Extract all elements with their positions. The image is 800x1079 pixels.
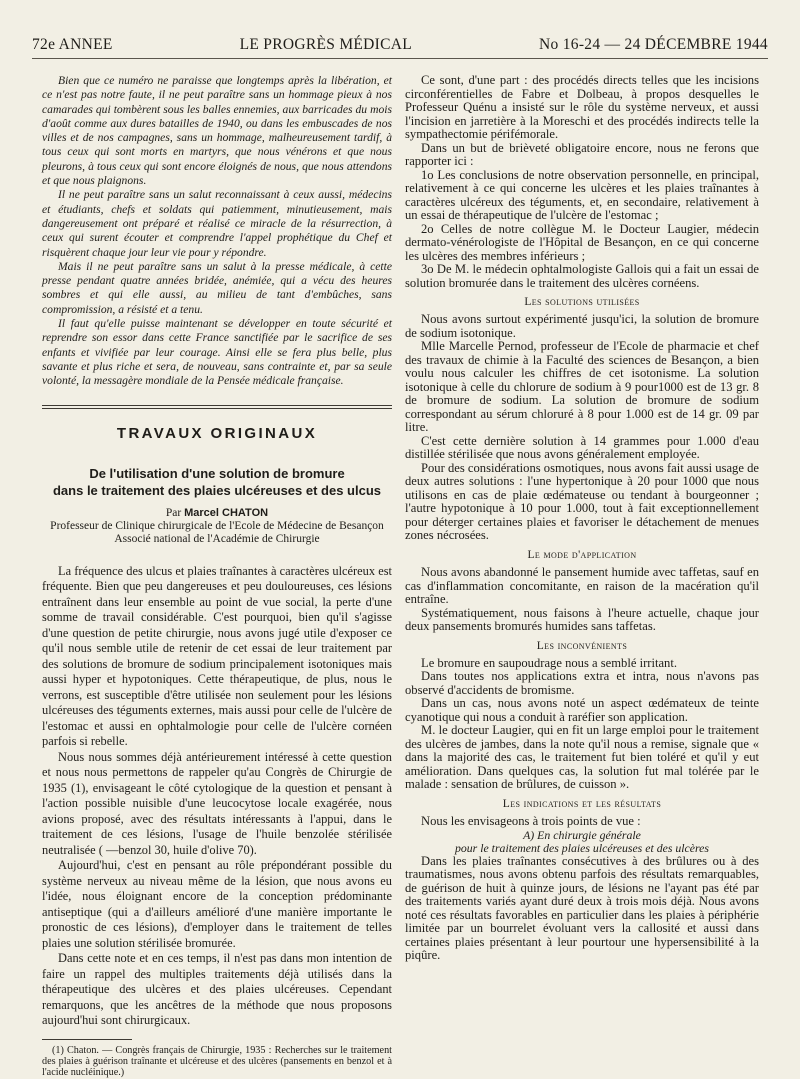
author-line (42, 507, 392, 520)
body-paragraph: Pour des considérations osmotiques, nous avons fait aussi usage de deux autres solutions : l'une hypertonique à 20 pour 1000 que nous utilisons en cas de plaie œdémateuse ou tendant à bourgeonner ; l'autre hypotonique à 10 pour 1.000, tout à fait exceptionnellement pour déterger certaines plaies et favoriser le détachement de menues zones nécrosées. (405, 460, 759, 543)
body-paragraph: Dans un but de brièveté obligatoire encore, nous ne ferons que rapporter ici : (405, 140, 759, 168)
body-paragraph: Dans les plaies traînantes consécutives à des brûlures ou à des traumatismes, nous avons obtenu parfois des résultats remarquables, de guérison de huit à quinze jours, de lésions ne l'ayant pas été par des traitements variés ayant duré deux à trois mois déjà. Nous avons noté ces résultats favorables en particulier dans les plaies à périphérie limitée par un bourrelet évoluant vers la callosité et aussi dans certaines plaies présentant à leur pourtour une hypersensibilité à la piqûre. (405, 853, 759, 963)
article-title (42, 465, 392, 499)
header-journal-title: LE PROGRÈS MÉDICAL (239, 36, 413, 53)
body-paragraph: La fréquence des ulcus et plaies traînantes à caractères ulcéreux est fréquente. Bien que peu dangereuses et peu douloureuses, ces lésions entraînent dans leur ensemble au point de vue social, la perte d'une somme de travail considérable. C'est pourquoi, bien qu'il s'agisse d'une question de petite chirurgie, nous avons jugé utile d'exposer ce qu'il nous semble utile de retenir de cet essai de leur traitement par des solutions de bromure de sodium principalement isotoniques mais aussi hyper et hypotoniques. Cette thérapeutique, de plus, nous le verrons, est susceptible d'être utilisée non seulement pour les lésions ulcéreuses des téguments externes, mais aussi pour celle de l'ulcère de l'estomac et aussi en ophtalmologie pour celle de l'ulcère cornéen parfois si rebelle. (42, 563, 392, 749)
subsection-heading: Le mode d'application (527, 548, 637, 561)
body-paragraph: Nous avons abandonné le pansement humide avec taffetas, sauf en cas d'inflammation concomitante, en raison de la macération qu'il entraîne. (405, 565, 759, 607)
body-paragraph: Systématiquement, nous faisons à l'heure actuelle, chaque jour deux pansements bromurés humides sans taffetas. (405, 605, 759, 634)
left-column (42, 74, 392, 1079)
body-paragraph: Le bromure en saupoudrage nous a semblé irritant. (421, 655, 677, 670)
subsection-subheading: A) En chirurgie générale (523, 827, 641, 842)
author-prefix: Par (165, 506, 185, 519)
intro-paragraph: Il ne peut paraître sans un salut reconnaissant à ceux aussi, médecins et étudiants, chefs et soldats qui patiemment, minutieusement, mais dangereusement ont préparé et réalisé ce miracle de la résurrection, à ceux qui surent écouter et comprendre l'appel prophétique du Chef et risquèrent chaque jour leur vie pour y répondre. (42, 188, 392, 259)
subsection-heading: Les solutions utilisées (524, 296, 640, 308)
subsection-heading: Les indications et les résultats (502, 797, 662, 810)
section-heading: TRAVAUX ORIGINAUX (116, 424, 318, 442)
body-paragraph: Dans toutes nos applications extra et intra, nous n'avons pas observé d'accidents de bromisme. (405, 669, 759, 697)
body-paragraph: C'est cette dernière solution à 14 grammes pour 1.000 d'eau distillée stérilisée que nous avons généralement employée. (405, 433, 759, 462)
body-paragraph: 3o De M. le médecin ophtalmologiste Gallois qui a fait un essai de solution bromurée dans le traitement des ulcères cornéens. (405, 262, 759, 290)
article-title-line: De l'utilisation d'une solution de bromure (89, 465, 345, 481)
body-paragraph: 1o Les conclusions de notre observation personnelle, en principal, relativement à ce qui concerne les ulcères et les plaies traînantes à caractères ulcéreux des téguments, et, en secondaire, relativement à un essai de thérapeutique de l'ulcère de l'estomac ; (405, 167, 759, 222)
running-header (32, 36, 768, 59)
article-body-left (42, 564, 392, 1029)
header-issue-date: No 16-24 — 24 DÉCEMBRE 1944 (539, 36, 768, 53)
header-year: 72e ANNEE (32, 36, 113, 53)
body-paragraph: Ce sont, d'une part : des procédés directs telles que les incisions circonférentielles de Fabre et Dolbeau, à propos desquelles le Professeur Quénu a insisté sur le rôle du système nerveux, et aussi l'incision en jarretière à la Moreschi et des procédés indirects telle la sympathectomie périfémorale. (405, 73, 759, 141)
body-paragraph: 2o Celles de notre collègue M. le Docteur Laugier, médecin dermato-vénérologiste de l'Hôpital de Besançon, en ce qui concerne les ulcères des membres inférieurs ; (405, 221, 759, 263)
intro-paragraph: Bien que ce numéro ne paraisse que longtemps après la libération, et ce n'est pas notre faute, il ne peut paraître sans un hommage pieux à nos camarades qui tombèrent sous les balles ennemies, aux barricades du mois d'août comme aux dures batailles de 1940, ou dans les embuscades de nos villes et de nos campagnes, sans un hommage, malheureusement tardif, à tous ceux qui sont morts en martyrs, que nous vénérons et que nous pleurons, à tous ceux qui sont encore éloignés de nous, que nous attendons et que nous plaignons. (42, 74, 392, 188)
body-paragraph: Nous nous sommes déjà antérieurement intéressé à cette question et nous nous permettons de rappeler qu'au Congrès de Chirurgie de 1935 (1), envisageant le côté cytologique de la question et pensant à l'action possible nuisible d'une leucocytose locale exagérée, nous avions proposé, avec des résultats intéressants à l'appui, dans le traitement de ces lésions, l'usage de l'huile benzolée stérilisée neutralisée ( —benzol 30, huile d'olive 70). (42, 749, 392, 857)
author-affiliation: Associé national de l'Académie de Chirurgie (114, 532, 320, 545)
body-paragraph: M. le docteur Laugier, qui en fit un large emploi pour le traitement des ulcères de jambes, dans la note qu'il nous a remise, signale que « dans la majorité des cas, le traitement fut bien toléré et qu'il y eut amélioration. Dans quelques cas, la solution fut mal tolérée par le malade : sensation de brûlures, de cuisson ». (405, 723, 759, 792)
right-column (405, 74, 759, 963)
section-divider (42, 405, 392, 409)
intro-paragraph: Il faut qu'elle puisse maintenant se développer en toute sécurité et reprendre son essor dans cette France sanctifiée par le sacrifice de ses enfants et vivifiée par leur courage. Ainsi elle se fera plus belle, plus savante et plus riche et sera, de nouveau, sans contrainte et, par sa seule volonté, la messagère mondiale de la Pensée médicale française. (42, 317, 392, 388)
subsection-heading: Les inconvénients (536, 639, 628, 652)
subsection-subheading: pour le traitement des plaies ulcéreuses et des ulcères (454, 840, 709, 855)
body-paragraph: Aujourd'hui, c'est en pensant au rôle prépondérant possible du système nerveux au niveau même de la lésion, que nous avons eu l'idée, nous éloignant encore de la conception prédominante antiseptique (qui a d'ailleurs amélioré d'une manière importante le pronostic de ces lésions), d'employer dans le traitement de telles plaies une solution stérilisée bromurée. (42, 858, 392, 950)
intro-paragraph: Mais il ne peut paraître sans un salut à la presse médicale, à cette presse pendant quatre années bridée, anémiée, qui a vécu des heures sombres et qui elle aussi, au milieu de tant d'embûches, sans compromission, a résisté et a tenu. (42, 259, 392, 316)
article-title-line: dans le traitement des plaies ulcéreuses et des ulcus (52, 482, 382, 498)
article-byline (42, 507, 392, 546)
body-paragraph: Mlle Marcelle Pernod, professeur de l'Ecole de pharmacie et chef des travaux de chimie à la Faculté des sciences de Besançon, a bien voulu nous calculer les chiffres de cet isotonisme. La solution isotonique à celle du chlorure de sodium à 9 pour1000 est de 13 gr. 8 de bromure de sodium. La solution de bromure de sodium correspondant au sérum chloruré à 8 pour 1.000 est de 14 gr. 09 par litre. (405, 339, 759, 435)
editorial-intro (42, 74, 392, 389)
author-name: Marcel CHATON (184, 506, 269, 519)
body-paragraph: Nous avons surtout expérimenté jusqu'ici, la solution de bromure de sodium isotonique. (405, 312, 759, 340)
author-affiliation: Professeur de Clinique chirurgicale de l'Ecole de Médecine de Besançon (50, 519, 384, 532)
body-paragraph: Dans cette note et en ces temps, il n'est pas dans mon intention de faire un rappel des multiples traitements déjà utilisés dans la thérapeutique des ulcères et des plaies ulcéreuses. Cependant remarquons, que les ancêtres de la méthode que nous proposons aujourd'hui sont chirurgicaux. (42, 951, 392, 1028)
footnote: (1) Chaton. — Congrès français de Chirurgie, 1935 : Recherches sur le traitement des plaies à guérison traînante et ulcéreuse et des ulcères (pansements en benzol et à l'acide nucléinique.) (42, 1044, 392, 1079)
footnote-divider (42, 1039, 132, 1040)
body-paragraph: Dans un cas, nous avons noté un aspect œdémateux de teinte cyanotique qui nous a conduit à raréfier son application. (405, 696, 759, 724)
body-paragraph: Nous les envisageons à trois points de vue : (421, 814, 641, 829)
